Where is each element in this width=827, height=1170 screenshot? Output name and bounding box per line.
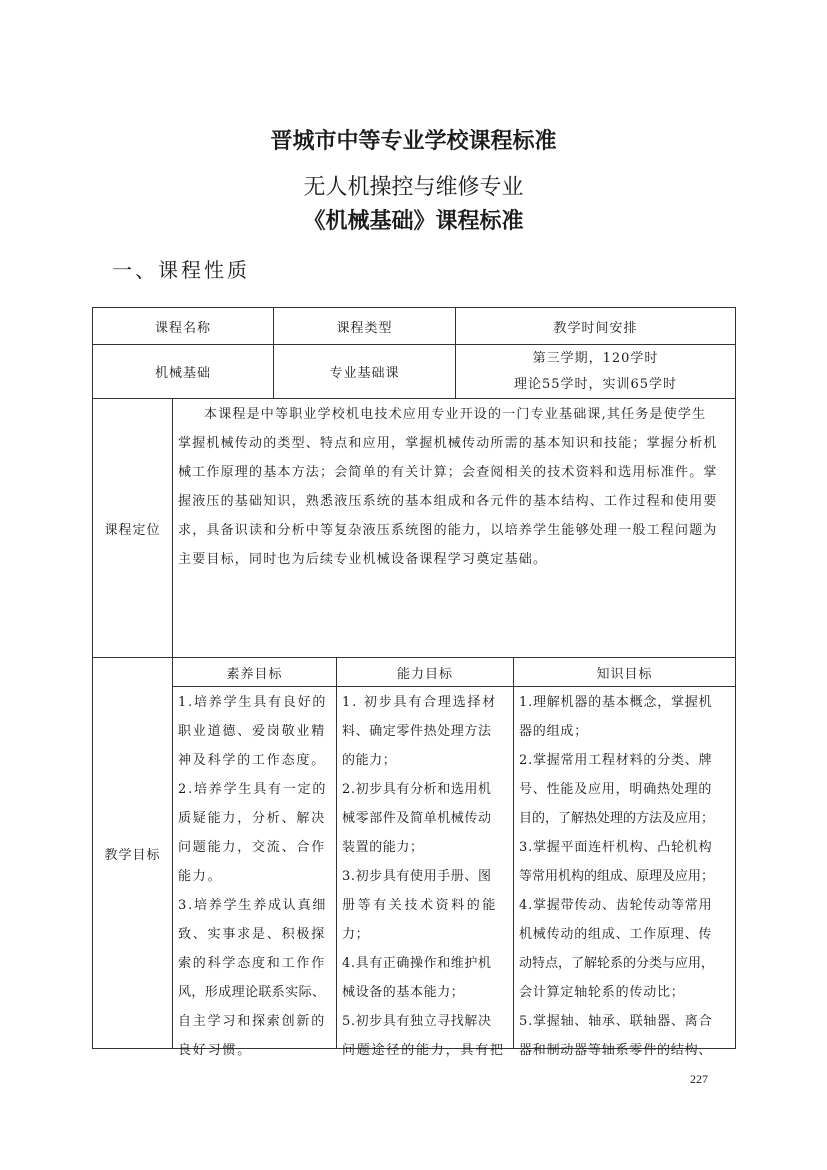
literacy-line: 能力。 — [178, 869, 223, 884]
major-title: 无人机操控与维修专业 — [303, 175, 524, 200]
literacy-line: 2.培养学生具有一定的 — [178, 782, 328, 797]
table-divider — [172, 398, 173, 1048]
header-knowledge: 知识目标 — [596, 666, 653, 682]
literacy-line: 自主学习和探索创新的 — [178, 1014, 327, 1029]
literacy-line: 质疑能力，分析、解决 — [178, 811, 327, 826]
positioning-line: 本课程是中等职业学校机电技术应用专业开设的一门专业基础课,其任务是使学生 — [204, 407, 707, 422]
literacy-line: 良好习惯。 — [178, 1043, 253, 1058]
course-type-value: 专业基础课 — [329, 366, 400, 381]
page-number: 227 — [690, 1072, 708, 1086]
schedule-line: 第三学期，120学时 — [532, 350, 659, 366]
ability-line: 械设备的基本能力； — [342, 985, 465, 1000]
ability-line: 5.初步具有独立寻找解决 — [342, 1014, 492, 1029]
knowledge-line: 号、性能及应用，明确热处理的 — [519, 782, 713, 797]
positioning-text — [178, 400, 730, 574]
knowledge-line: 3.掌握平面连杆机构、凸轮机构 — [519, 840, 713, 855]
knowledge-line: 等常用机构的组成、原理及应用； — [519, 869, 715, 884]
ability-line: 装置的能力； — [342, 840, 424, 855]
knowledge-line: 2.掌握常用工程材料的分类、牌 — [519, 753, 713, 768]
positioning-line: 械工作原理的基本方法；会简单的有关计算；会查阅相关的技术资料和选用标准件。掌 — [178, 465, 718, 480]
ability-line: 问题途径的能力，具有把 — [342, 1043, 505, 1058]
table-divider — [513, 657, 514, 1048]
knowledge-line: 5.掌握轴、轴承、联轴器、离合 — [519, 1014, 713, 1029]
literacy-line: 1.培养学生具有良好的 — [178, 695, 328, 710]
knowledge-line: 器的组成； — [519, 724, 589, 739]
ability-line: 的能力； — [342, 753, 397, 768]
positioning-label: 课程定位 — [104, 522, 161, 538]
table-divider — [172, 686, 736, 687]
knowledge-line: 机械传动的组成、工作原理、传 — [519, 927, 713, 942]
positioning-line: 握液压的基础知识，熟悉液压系统的基本组成和各元件的基本结构、工作过程和使用要 — [178, 494, 718, 509]
literacy-line: 问题能力，交流、合作 — [178, 840, 327, 855]
header-ability: 能力目标 — [396, 666, 453, 682]
knowledge-objectives — [519, 688, 731, 1065]
ability-line: 2.初步具有分析和选用机 — [342, 782, 492, 797]
ability-line: 力； — [342, 927, 370, 942]
objectives-label: 教学目标 — [104, 847, 161, 863]
positioning-line: 主要目标，同时也为后续专业机械设备课程学习奠定基础。 — [178, 552, 548, 567]
literacy-line: 索的科学态度和工作作 — [178, 956, 327, 971]
ability-line: 1. 初步具有合理选择材 — [342, 695, 498, 710]
literacy-objectives — [178, 688, 334, 1065]
knowledge-line: 会计算定轴轮系的传动比； — [519, 985, 685, 1000]
ability-line: 册等有关技术资料的能 — [342, 898, 499, 913]
header-course-name: 课程名称 — [154, 320, 211, 336]
schedule-line: 理论55学时，实训65学时 — [513, 376, 678, 392]
header-literacy: 素养目标 — [226, 666, 283, 682]
course-title: 《机械基础》课程标准 — [303, 208, 524, 234]
knowledge-line: 1.理解机器的基本概念，掌握机 — [519, 695, 713, 710]
course-name-value: 机械基础 — [154, 366, 211, 381]
section-heading: 一、课程性质 — [112, 258, 250, 282]
table-border-right — [735, 307, 736, 1049]
ability-line: 料、确定零件热处理方法 — [342, 724, 492, 739]
knowledge-line: 4.掌握带传动、齿轮传动等常用 — [519, 898, 713, 913]
header-schedule: 教学时间安排 — [553, 320, 638, 336]
document-title: 晋城市中等专业学校课程标准 — [270, 128, 557, 154]
ability-line: 械零部件及简单机械传动 — [342, 811, 492, 826]
literacy-line: 职业道德、爱岗敬业精 — [178, 724, 327, 739]
literacy-line: 致、实事求是、积极探 — [178, 927, 327, 942]
literacy-line: 3.培养学生养成认真细 — [178, 898, 328, 913]
knowledge-line: 目的，了解热处理的方法及应用； — [519, 811, 715, 826]
ability-line: 4.具有正确操作和维护机 — [342, 956, 492, 971]
literacy-line: 神及科学的工作态度。 — [178, 753, 327, 768]
literacy-line: 风，形成理论联系实际、 — [178, 985, 326, 1000]
ability-objectives — [342, 688, 510, 1065]
schedule-value — [456, 345, 735, 398]
ability-line: 3.初步具有使用手册、图 — [342, 869, 492, 884]
positioning-line: 掌握机械传动的类型、特点和应用，掌握机械传动所需的基本知识和技能；掌握分析机 — [178, 436, 718, 451]
knowledge-line: 器和制动器等轴系零件的结构、 — [519, 1043, 713, 1058]
positioning-line: 求，具备识读和分析中等复杂液压系统图的能力，以培养学生能够处理一般工程问题为 — [178, 523, 718, 538]
table-divider — [92, 398, 736, 399]
knowledge-line: 动特点，了解轮系的分类与应用， — [519, 956, 715, 971]
table-divider — [336, 657, 337, 1048]
header-course-type: 课程类型 — [336, 320, 393, 336]
